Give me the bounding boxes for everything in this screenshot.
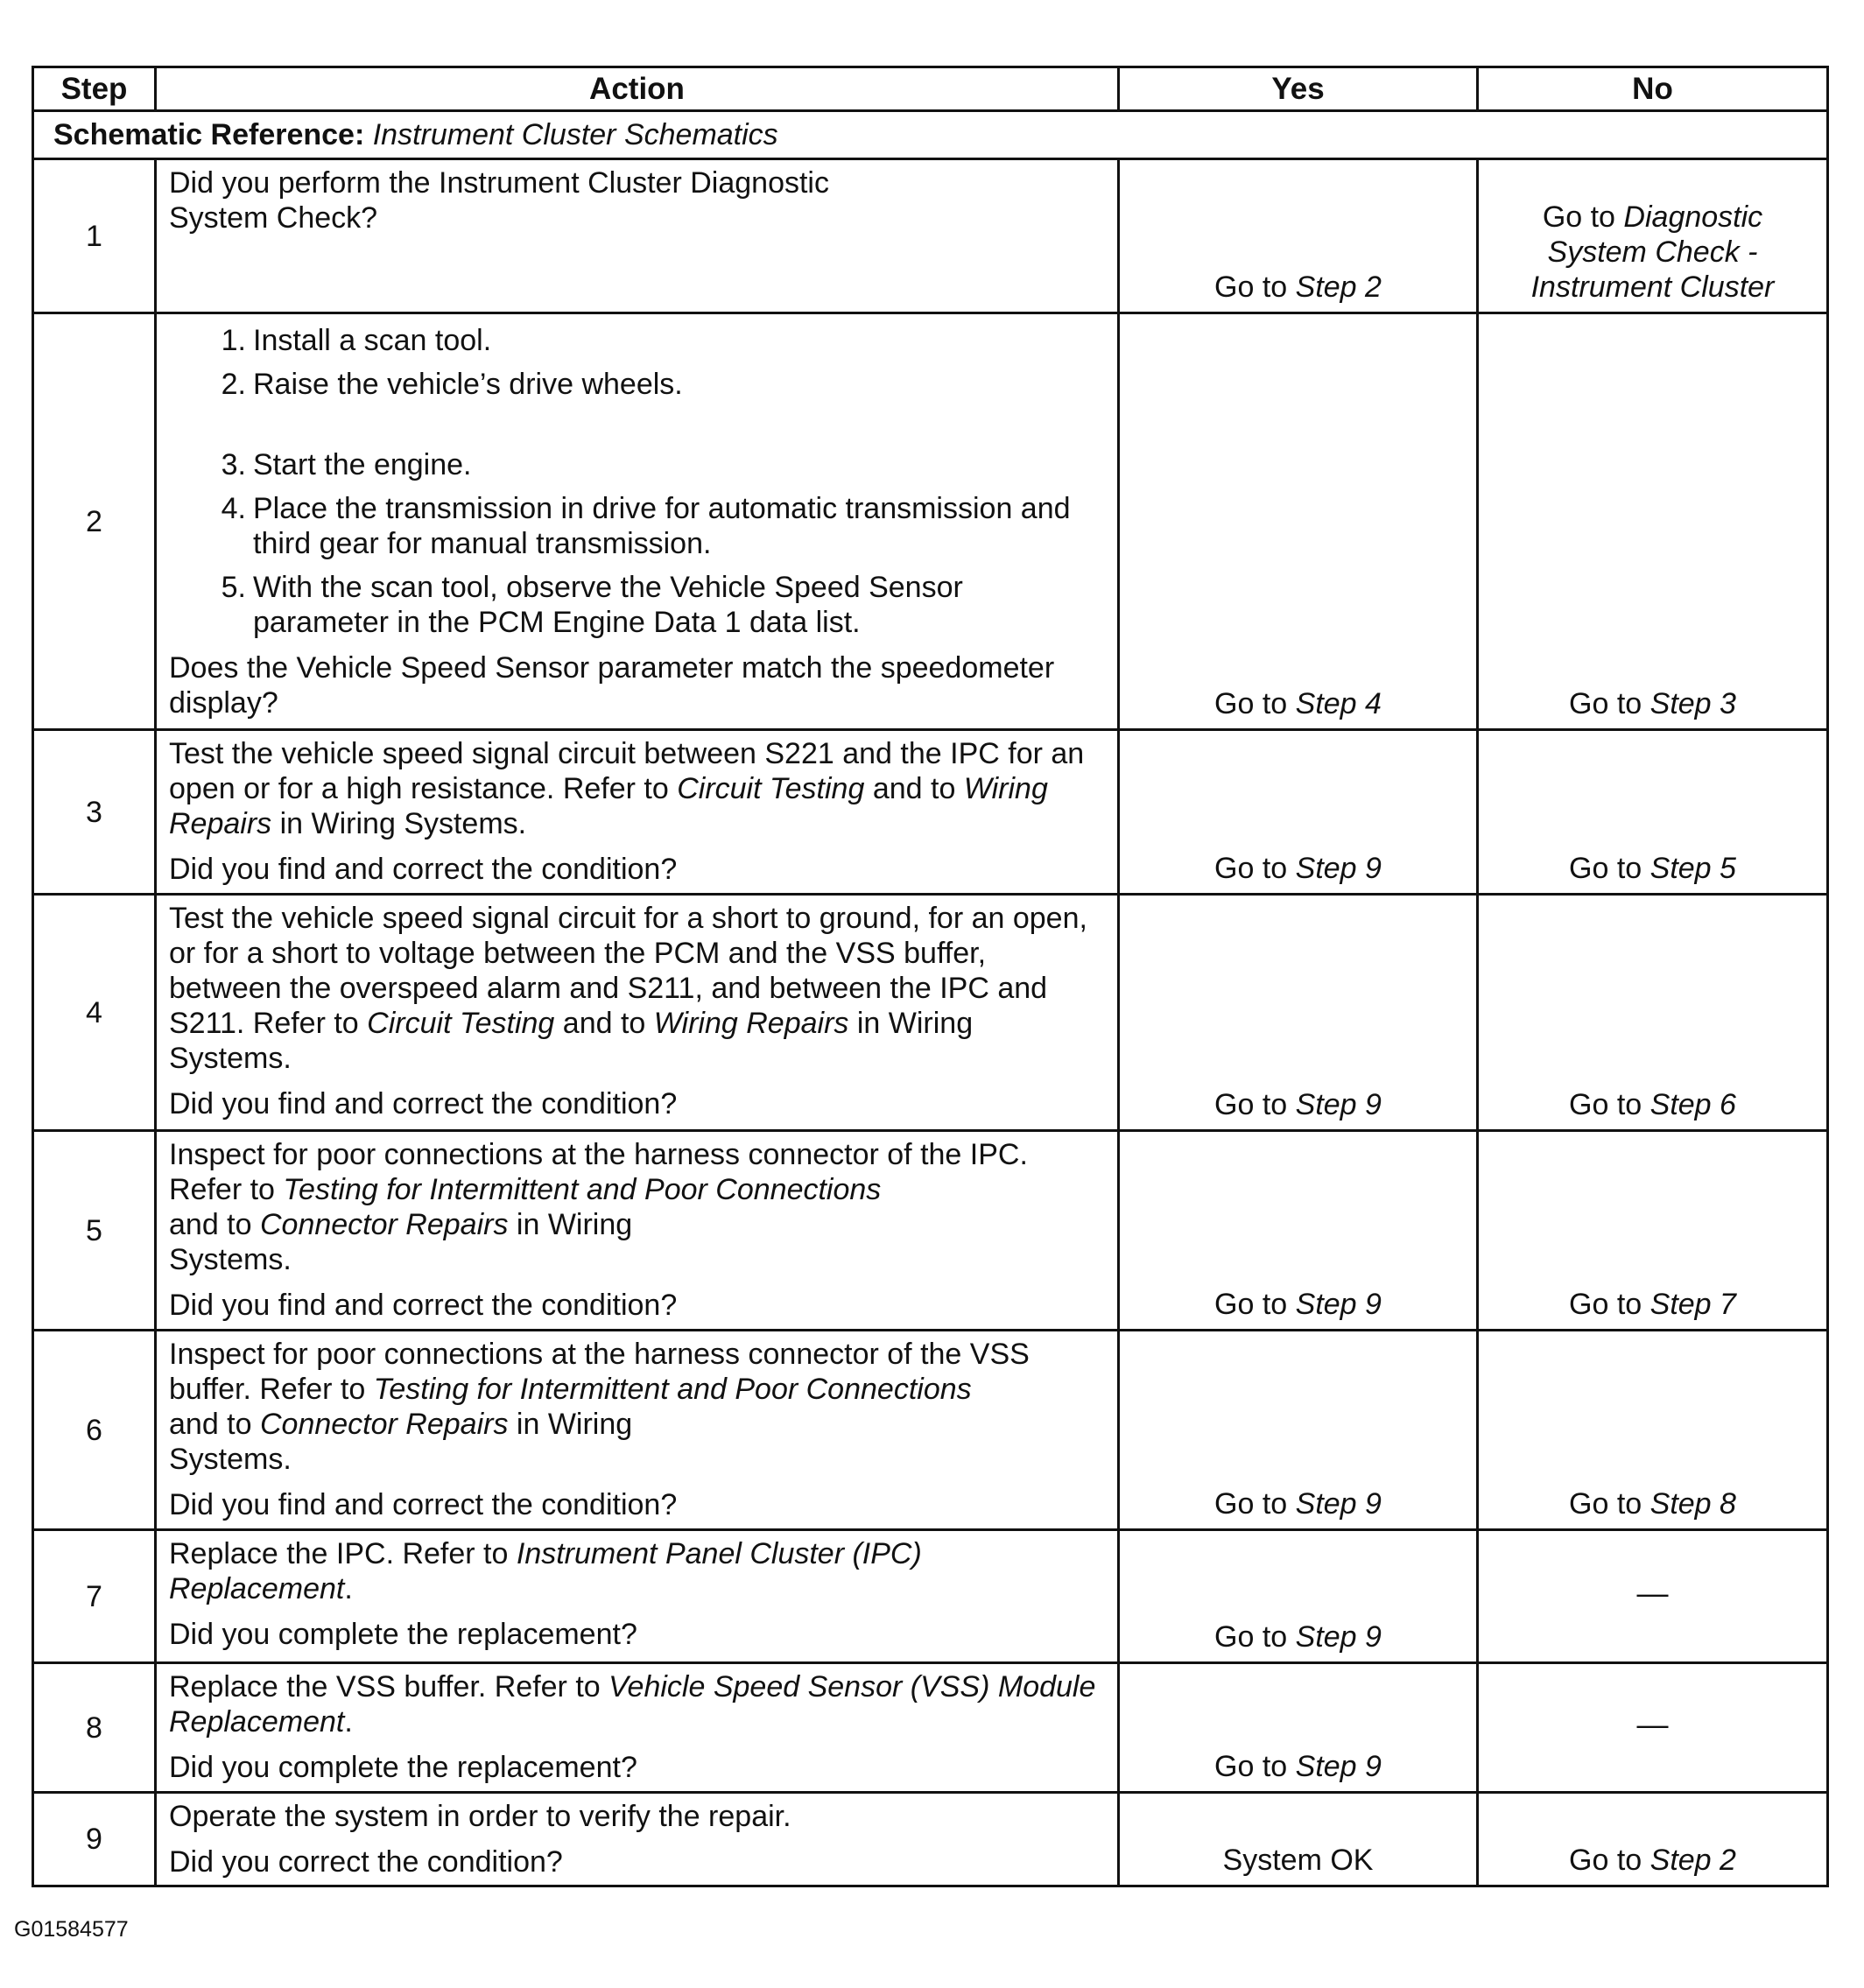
table-row [33,1793,1828,1886]
yes-step-link[interactable]: Step 9 [1295,1750,1382,1783]
procedure-list [169,323,1103,640]
yes-step-link[interactable]: Step 9 [1295,852,1382,885]
step-action [156,1793,1119,1886]
table-row [33,313,1828,730]
action-text: System Check? [169,201,378,235]
no-result: Go to Step 5 [1478,730,1828,895]
no-link[interactable]: Instrument Cluster [1530,270,1775,304]
yes-prefix: Go to [1214,270,1296,304]
step-action [156,1331,1119,1530]
no-step-link[interactable]: Step 8 [1649,1487,1736,1521]
schematic-reference-row [33,111,1828,159]
list-item: 2. Raise the vehicle’s drive wheels. [221,368,683,401]
table-row [33,1663,1828,1793]
action-text: Replace the IPC. Refer to Instrument Panel Cluster (IPC) Replacement. [169,1537,922,1605]
step-number: 7 [33,1530,156,1663]
action-question: Did you complete the replacement? [169,1751,637,1784]
table-row [33,159,1828,313]
step-action [156,159,1119,313]
table-row [33,730,1828,895]
no-result: Go to Step 7 [1478,1131,1828,1331]
yes-step-link[interactable]: Step 9 [1295,1288,1382,1321]
action-question: Did you complete the replacement? [169,1618,637,1651]
header-action: Action [156,67,1119,111]
table-row [33,1530,1828,1663]
step-number: 6 [33,1331,156,1530]
header-yes: Yes [1119,67,1478,111]
no-link[interactable]: System Check - [1547,235,1758,269]
yes-result [1119,159,1478,313]
no-result: Go to Step 3 [1478,313,1828,730]
action-text: Did you perform the Instrument Cluster Diagnostic [169,166,829,200]
list-item: 3. Start the engine. [221,448,472,481]
reference-link[interactable]: Instrument Panel Cluster (IPC) Replacement [169,1537,922,1605]
reference-link[interactable]: Wiring Repairs [653,1007,849,1040]
action-question: Did you correct the condition? [169,1845,563,1879]
list-item: 1. Install a scan tool. [221,324,492,357]
yes-result: System OK [1119,1793,1478,1886]
list-item: 4. Place the transmission in drive for automatic transmission and third gear for manual transmission. [221,492,1071,560]
table-row [33,895,1828,1131]
schematic-reference-label: Schematic Reference: [53,118,365,151]
no-result: — [1478,1663,1828,1793]
yes-result: Go to Step 9 [1119,1663,1478,1793]
reference-link[interactable]: Vehicle Speed Sensor (VSS) Module Replacement [169,1670,1096,1739]
no-step-link[interactable]: Step 5 [1649,852,1736,885]
no-step-link[interactable]: Step 2 [1649,1844,1736,1877]
step-number: 3 [33,730,156,895]
step-action [156,1663,1119,1793]
diagnostic-table [32,66,1829,1887]
no-prefix: Go to [1542,200,1624,234]
diagnostic-table-container [32,66,1826,1887]
header-row [33,67,1828,111]
yes-step-link[interactable]: Step 9 [1295,1620,1382,1654]
yes-result: Go to Step 9 [1119,895,1478,1131]
yes-step-link[interactable]: Step 9 [1295,1487,1382,1521]
step-action [156,895,1119,1131]
action-question: Did you find and correct the condition? [169,1289,678,1322]
action-question: Did you find and correct the condition? [169,1488,678,1521]
table-row [33,1331,1828,1530]
action-text: Replace the VSS buffer. Refer to Vehicle Speed Sensor (VSS) Module Replacement. [169,1670,1096,1739]
reference-link[interactable]: Connector Repairs [259,1208,509,1241]
reference-link[interactable]: Testing for Intermittent and Poor Connections [373,1373,972,1406]
schematic-reference [33,111,1828,159]
step-number: 4 [33,895,156,1131]
action-question: Did you find and correct the condition? [169,1087,678,1120]
action-text: Test the vehicle speed signal circuit for a short to ground, for an open, or for a short to voltage between the PCM and the VSS buffer, between the overspeed alarm and S211, and between the IPC and S211. Refer to Circuit Testing and to Wiring Repairs in Wiring Systems. [169,902,1087,1075]
step-number: 2 [33,313,156,730]
step-action [156,313,1119,730]
header-no: No [1478,67,1828,111]
step-number: 1 [33,159,156,313]
no-result: — [1478,1530,1828,1663]
yes-step-link[interactable]: Step 4 [1295,687,1382,720]
reference-link[interactable]: Wiring Repairs [169,772,1048,840]
action-question: Did you find and correct the condition? [169,853,678,886]
step-action [156,730,1119,895]
no-step-link[interactable]: Step 7 [1649,1288,1736,1321]
step-number: 8 [33,1663,156,1793]
reference-link[interactable]: Testing for Intermittent and Poor Connections [283,1173,882,1206]
yes-result: Go to Step 9 [1119,730,1478,895]
no-result: Go to Step 2 [1478,1793,1828,1886]
yes-step-link[interactable]: Step 2 [1295,270,1382,304]
no-link[interactable]: Diagnostic [1623,200,1763,234]
action-question: Does the Vehicle Speed Sensor parameter match the speedometer display? [169,651,1055,720]
table-row [33,1131,1828,1331]
step-action [156,1530,1119,1663]
action-text: Operate the system in order to verify the repair. [169,1800,791,1833]
step-number: 9 [33,1793,156,1886]
no-result [1478,159,1828,313]
action-text: Inspect for poor connections at the harness connector of the IPC. Refer to Testing for Intermittent and Poor Connections and to Connector Repairs in Wiring Systems. [169,1138,1028,1276]
no-step-link[interactable]: Step 3 [1649,687,1736,720]
list-item: 5. With the scan tool, observe the Vehicle Speed Sensor parameter in the PCM Engine Data 1 data list. [221,571,963,639]
yes-result: Go to Step 9 [1119,1131,1478,1331]
yes-result: Go to Step 9 [1119,1331,1478,1530]
no-result: Go to Step 6 [1478,895,1828,1131]
yes-result: Go to Step 9 [1119,1530,1478,1663]
reference-link[interactable]: Circuit Testing [677,772,865,805]
action-text: Inspect for poor connections at the harness connector of the VSS buffer. Refer to Testing for Intermittent and Poor Connections and to Connector Repairs in Wiring Systems. [169,1338,1030,1476]
figure-code: G01584577 [14,1917,129,1942]
step-number: 5 [33,1131,156,1331]
schematic-reference-link[interactable]: Instrument Cluster Schematics [372,118,778,151]
no-result: Go to Step 8 [1478,1331,1828,1530]
yes-step-link[interactable]: Step 9 [1295,1088,1382,1121]
action-text: Test the vehicle speed signal circuit between S221 and the IPC for an open or for a high resistance. Refer to Circuit Testing and to Wiring Repairs in Wiring Systems. [169,737,1085,840]
reference-link[interactable]: Circuit Testing [367,1007,555,1040]
step-action [156,1131,1119,1331]
no-step-link[interactable]: Step 6 [1649,1088,1736,1121]
reference-link[interactable]: Connector Repairs [259,1408,509,1441]
header-step: Step [33,67,156,111]
yes-result: Go to Step 4 [1119,313,1478,730]
